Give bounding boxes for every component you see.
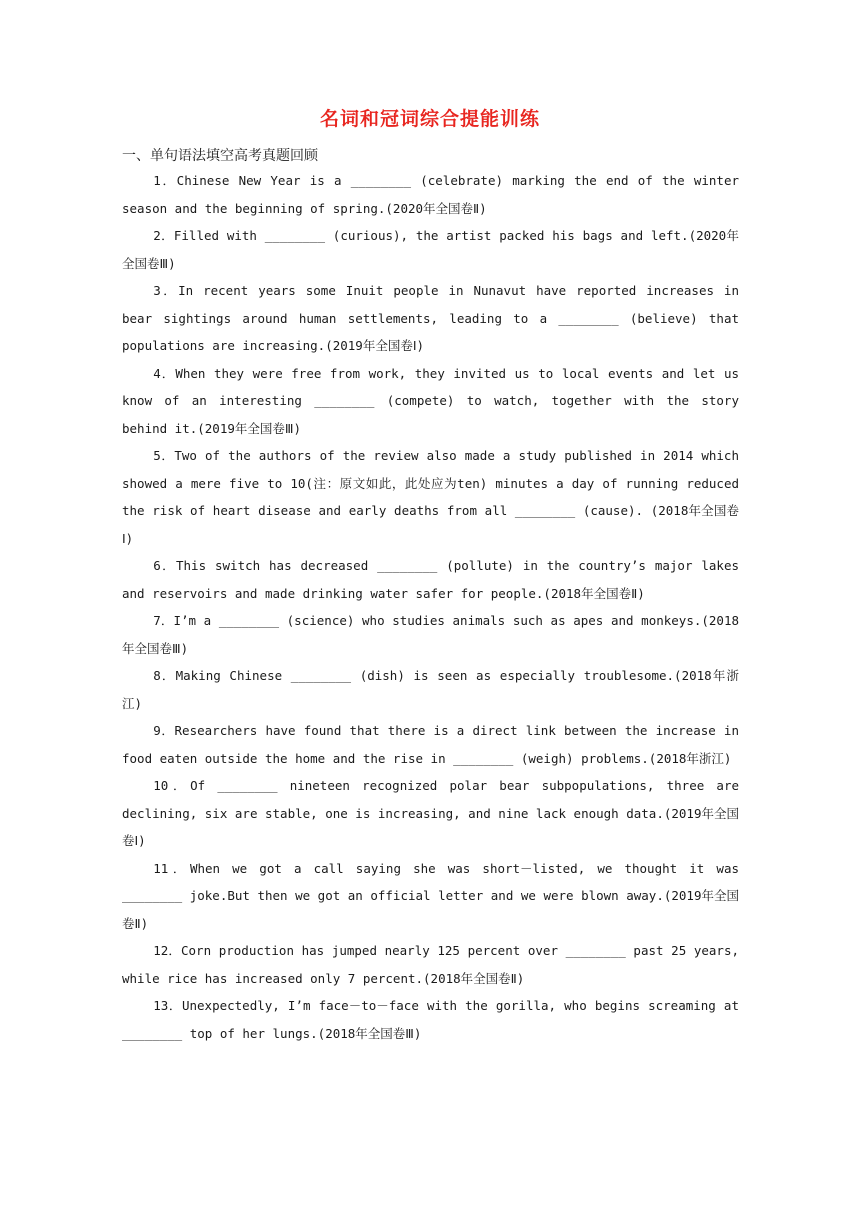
- question-5: 5．Two of the authors of the review also made a study published in 2014 which showed a mere five to 10(注：原文如此，此处应为ten) minutes a day of running reduced the risk of heart disease and early deaths from all ________ (cause). (2018年全国卷Ⅰ): [122, 448, 739, 546]
- question-list: [122, 167, 739, 1047]
- question-6: 6．This switch has decreased ________ (pollute) in the country’s major lakes and reservoirs and made drinking water safer for people.(2018年全国卷Ⅱ): [122, 558, 739, 601]
- question-11: 11．When we got a call saying she was short－listed, we thought it was ________ joke.But then we got an official letter and we were blown away.(2019年全国卷Ⅱ): [122, 860, 739, 931]
- question-13: 13．Unexpectedly, I’m face－to－face with the gorilla, who begins screaming at ________ top of her lungs.(2018年全国卷Ⅲ): [122, 998, 739, 1041]
- question-3: 3．In recent years some Inuit people in Nunavut have reported increases in bear sightings around human settlements, leading to a ________ (believe) that populations are increasing.(2019年全国卷Ⅰ): [122, 283, 739, 353]
- question-1: 1．Chinese New Year is a ________ (celebrate) marking the end of the winter season and the beginning of spring.(2020年全国卷Ⅱ): [122, 173, 739, 216]
- question-9: 9．Researchers have found that there is a direct link between the increase in food eaten outside the home and the rise in ________ (weigh) problems.(2018年浙江): [122, 723, 739, 766]
- section-heading: 一、单句语法填空高考真题回顾: [122, 148, 318, 164]
- question-2: 2．Filled with ________ (curious), the artist packed his bags and left.(2020年全国卷Ⅲ): [122, 228, 739, 271]
- question-12: 12．Corn production has jumped nearly 125 percent over ________ past 25 years, while rice has increased only 7 percent.(2018年全国卷Ⅱ): [122, 943, 739, 986]
- question-7: 7．I’m a ________ (science) who studies animals such as apes and monkeys.(2018年全国卷Ⅲ): [122, 613, 739, 656]
- question-4: 4．When they were free from work, they invited us to local events and let us know of an interesting ________ (compete) to watch, together with the story behind it.(2019年全国卷Ⅲ): [122, 365, 739, 436]
- question-10: 10．Of ________ nineteen recognized polar bear subpopulations, three are declining, six are stable, one is increasing, and nine lack enough data.(2019年全国卷Ⅰ): [122, 778, 739, 848]
- page-title: 名词和冠词综合提能训练: [319, 108, 540, 130]
- question-8: 8．Making Chinese ________ (dish) is seen as especially troublesome.(2018年浙江): [122, 668, 739, 711]
